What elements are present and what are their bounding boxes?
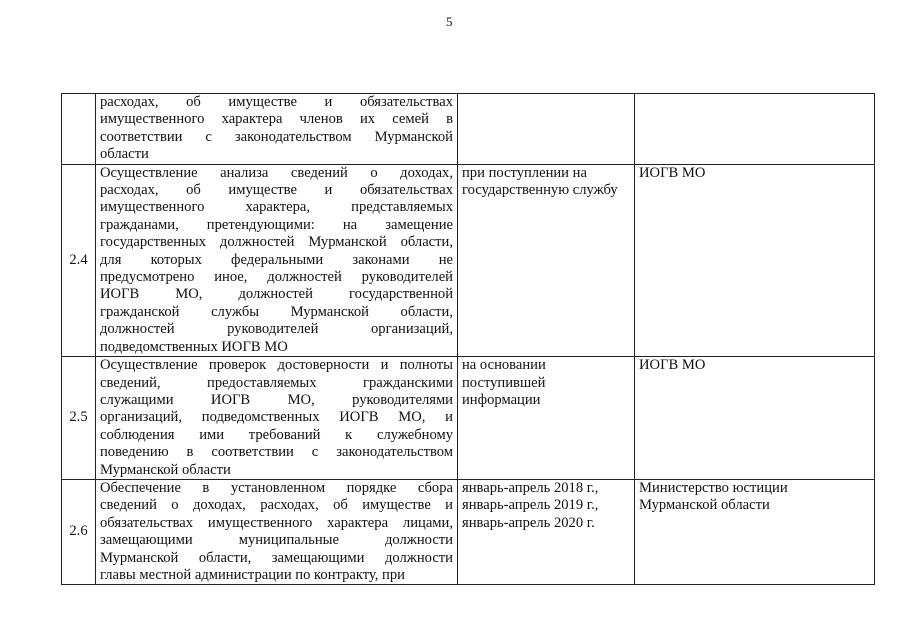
- description-line: Обеспечение в установленном порядке сбора: [100, 479, 453, 496]
- description-line: Осуществление анализа сведений о доходах,: [100, 164, 453, 181]
- responsible-executor: ИОГВ МО: [635, 357, 875, 480]
- row-number: 2.6: [62, 479, 96, 584]
- responsible-executor: ИОГВ МО: [635, 164, 875, 356]
- description-line: должностей руководителей организаций,: [100, 321, 453, 338]
- description-line: подведомственных ИОГВ МО: [100, 338, 288, 355]
- table-row: [62, 94, 875, 165]
- description-line: имущественного характера членов их семей в: [100, 111, 453, 128]
- measure-description: [96, 94, 458, 165]
- description-line: ИОГВ МО, должностей государственной: [100, 286, 453, 303]
- description-line: имущественного характера, представляемых: [100, 199, 453, 216]
- plan-table-body: [62, 94, 875, 585]
- description-line: соответствии с законодательством Мурманской: [100, 128, 453, 145]
- table-row: [62, 164, 875, 356]
- description-line: главы местной администрации по контракту, при: [100, 566, 405, 583]
- description-line: организаций, подведомственных ИОГВ МО, и: [100, 409, 453, 426]
- description-line: расходах, об имуществе и обязательствах: [100, 182, 453, 199]
- description-line: соблюдения ими требований к служебному: [100, 426, 453, 443]
- description-line: предусмотрено иное, должностей руководителей: [100, 269, 453, 286]
- description-line: Мурманской области: [100, 461, 231, 478]
- measure-description: [96, 479, 458, 584]
- execution-term: на основании поступившей информации: [458, 357, 635, 480]
- description-line: Мурманской области, замещающими должности: [100, 549, 453, 566]
- description-line: сведений о доходах, расходах, об имуществе и: [100, 497, 453, 514]
- description-line: для которых федеральными законами не: [100, 251, 453, 268]
- measure-description: [96, 164, 458, 356]
- description-line: Осуществление проверок достоверности и полноты: [100, 357, 453, 374]
- execution-term: январь-апрель 2018 г., январь-апрель 2019 г., январь-апрель 2020 г.: [458, 479, 635, 584]
- description-line: обязательствах имущественного характера лицами,: [100, 514, 453, 531]
- description-line: замещающими муниципальные должности: [100, 532, 453, 549]
- description-line: служащими ИОГВ МО, руководителями: [100, 391, 453, 408]
- description-line: сведений, предоставляемых гражданскими: [100, 374, 453, 391]
- plan-table: [61, 93, 875, 585]
- responsible-executor: Министерство юстиции Мурманской области: [635, 479, 875, 584]
- page-number: 5: [446, 14, 453, 29]
- row-number: 2.5: [62, 357, 96, 480]
- table-row: [62, 357, 875, 480]
- row-number: [62, 94, 96, 165]
- description-line: расходах, об имуществе и обязательствах: [100, 94, 453, 110]
- measure-description: [96, 357, 458, 480]
- description-line: государственных должностей Мурманской области,: [100, 234, 453, 251]
- description-line: гражданской службы Мурманской области,: [100, 303, 453, 320]
- row-number: 2.4: [62, 164, 96, 356]
- execution-term: при поступлении на государственную службу: [458, 164, 635, 356]
- description-line: поведению в соответствии с законодательством: [100, 444, 453, 461]
- description-line: области: [100, 146, 149, 163]
- responsible-executor: [635, 94, 875, 165]
- description-line: гражданами, претендующими: на замещение: [100, 216, 453, 233]
- table-row: [62, 479, 875, 584]
- execution-term: [458, 94, 635, 165]
